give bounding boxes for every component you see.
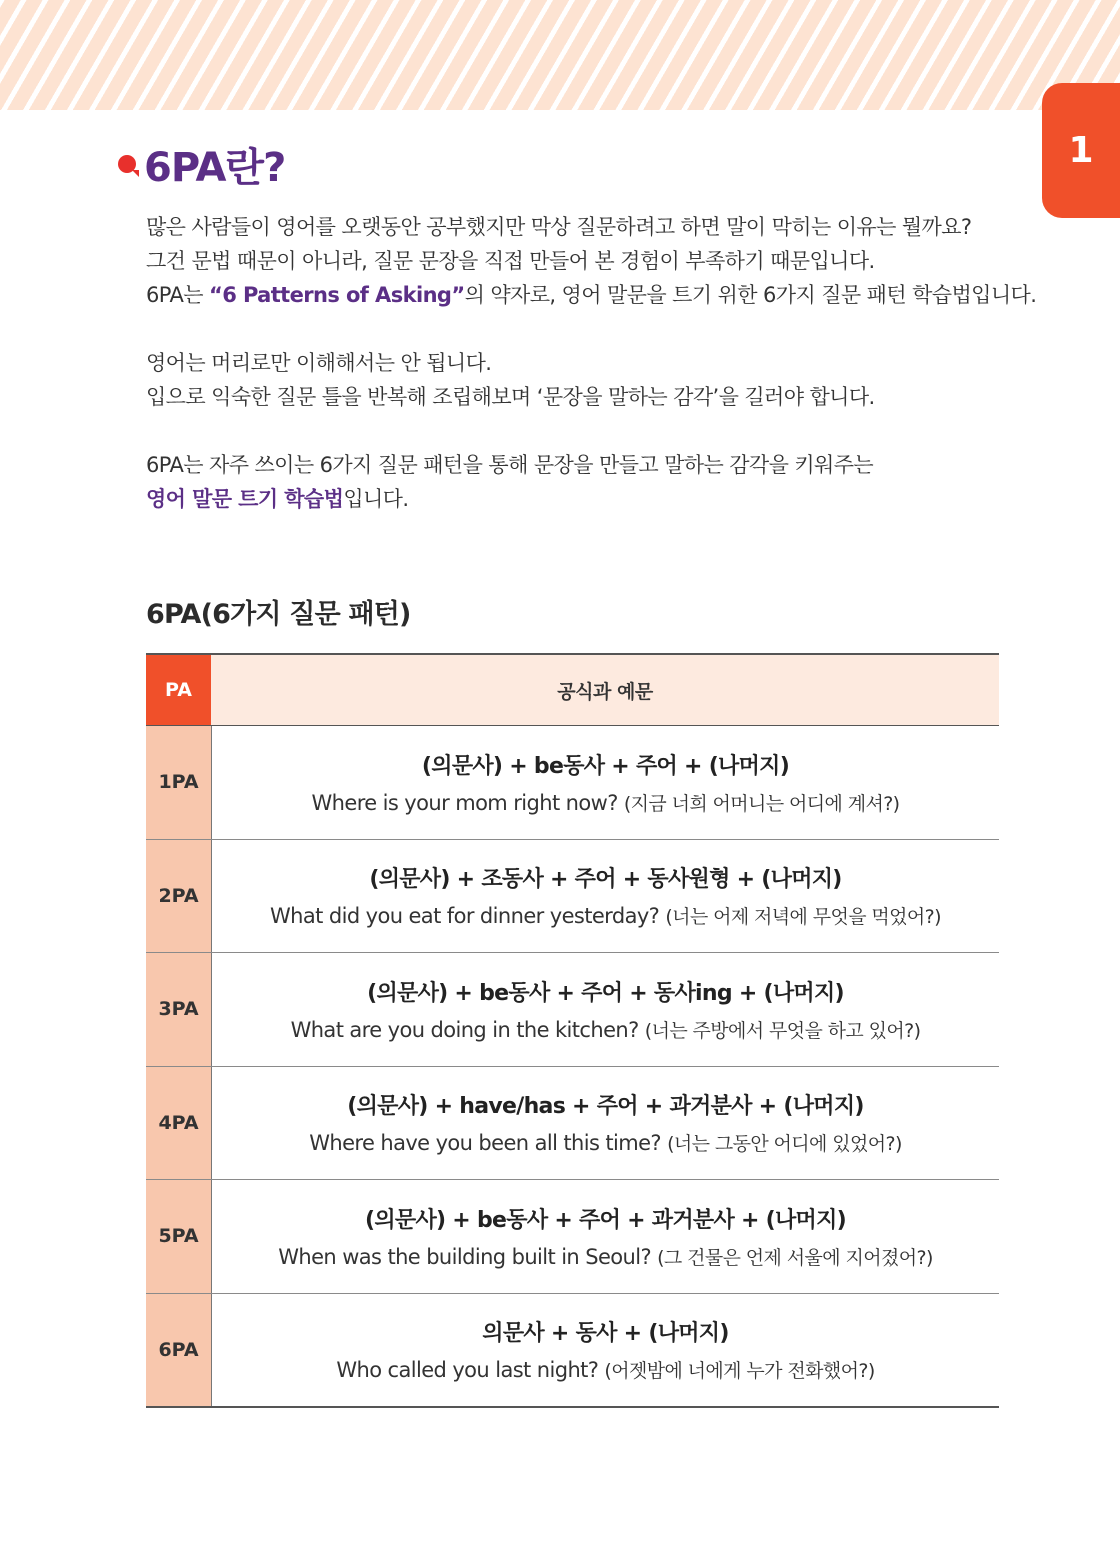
page-title: 6PA란? (144, 144, 286, 191)
intro-line: 입으로 익숙한 질문 틀을 반복해 조립해보며 ‘문장을 말하는 감각’을 길러야 합니다. (146, 385, 875, 409)
pattern-example (291, 1016, 921, 1043)
intro-line: 많은 사람들이 영어를 오랫동안 공부했지만 막상 질문하려고 하면 말이 막히는 이유는 뭘까요? (146, 215, 972, 239)
pattern-cell (212, 840, 999, 953)
example-korean: (그 건물은 언제 서울에 지어졌어?) (657, 1246, 933, 1269)
intro-text (146, 210, 1046, 516)
example-english: Where have you been all this time? (309, 1131, 661, 1156)
section-heading (118, 136, 285, 192)
header-formula: 공식과 예문 (211, 655, 999, 725)
example-korean: (너는 그동안 어디에 있었어?) (667, 1133, 902, 1156)
example-english: When was the building built in Seoul? (278, 1244, 652, 1269)
intro-text-span: 입니다. (343, 487, 409, 511)
pa-label: 4PA (146, 1067, 212, 1180)
highlight-text: “6 Patterns of Asking” (209, 283, 465, 307)
example-english: What are you doing in the kitchen? (290, 1017, 639, 1042)
table-row (146, 840, 999, 954)
decorative-striped-header (0, 0, 1120, 110)
example-english: Who called you last night? (336, 1358, 599, 1383)
example-korean: (어젯밤에 너에게 누가 전화했어?) (604, 1360, 875, 1383)
pattern-cell (212, 1294, 999, 1407)
table-row (146, 1180, 999, 1294)
table-row (146, 726, 999, 840)
example-korean: (너는 주방에서 무엇을 하고 있어?) (644, 1019, 921, 1042)
example-korean: (지금 너희 어머니는 어디에 계셔?) (623, 792, 900, 815)
intro-line (146, 278, 1046, 312)
speech-bubble-icon (118, 155, 136, 173)
page-number-tab (1042, 83, 1120, 218)
pattern-cell (212, 1180, 999, 1293)
pa-label: 6PA (146, 1294, 212, 1407)
pattern-example (312, 789, 900, 816)
intro-text-span: 의 약자로, 영어 말문을 트기 위한 6가지 질문 패턴 학습법입니다. (464, 283, 1037, 307)
table-header (146, 655, 999, 726)
table-title: 6PA(6가지 질문 패턴) (146, 599, 411, 630)
example-korean: (너는 어제 저녁에 무엇을 먹었어?) (665, 906, 941, 929)
table-row (146, 953, 999, 1067)
pa-label: 5PA (146, 1180, 212, 1293)
pattern-example (278, 1243, 933, 1270)
pattern-formula: 의문사 + 동사 + (나머지) (482, 1321, 729, 1347)
intro-text-span: 6PA는 (146, 283, 210, 307)
pattern-cell (212, 726, 999, 839)
pattern-example (309, 1129, 902, 1156)
pattern-example (270, 902, 941, 929)
pa-label: 3PA (146, 953, 212, 1066)
example-english: Where is your mom right now? (311, 790, 618, 815)
highlight-text: 영어 말문 트기 학습법 (146, 487, 344, 511)
table-row (146, 1067, 999, 1181)
intro-line: 영어는 머리로만 이해해서는 안 됩니다. (146, 351, 492, 375)
pa-label: 1PA (146, 726, 212, 839)
intro-line: 그건 문법 때문이 아니라, 질문 문장을 직접 만들어 본 경험이 부족하기 때문입니다. (146, 249, 875, 273)
pattern-table (146, 653, 999, 1408)
pattern-formula: (의문사) + 조동사 + 주어 + 동사원형 + (나머지) (369, 867, 842, 893)
intro-line (146, 482, 1046, 516)
pattern-formula: (의문사) + be동사 + 주어 + (나머지) (421, 753, 790, 779)
pattern-cell (212, 1067, 999, 1180)
intro-line: 6PA는 자주 쓰이는 6가지 질문 패턴을 통해 문장을 만들고 말하는 감각을 키워주는 (146, 453, 874, 477)
table-body (146, 726, 999, 1408)
header-pa: PA (146, 655, 211, 725)
page-number: 1 (1068, 130, 1094, 171)
pa-label: 2PA (146, 840, 212, 953)
pattern-formula: (의문사) + be동사 + 주어 + 동사ing + (나머지) (367, 980, 844, 1006)
pattern-formula: (의문사) + be동사 + 주어 + 과거분사 + (나머지) (364, 1207, 847, 1233)
pattern-example (336, 1356, 874, 1383)
pattern-cell (212, 953, 999, 1066)
example-english: What did you eat for dinner yesterday? (270, 904, 660, 929)
pattern-formula: (의문사) + have/has + 주어 + 과거분사 + (나머지) (347, 1094, 864, 1120)
table-row (146, 1294, 999, 1409)
